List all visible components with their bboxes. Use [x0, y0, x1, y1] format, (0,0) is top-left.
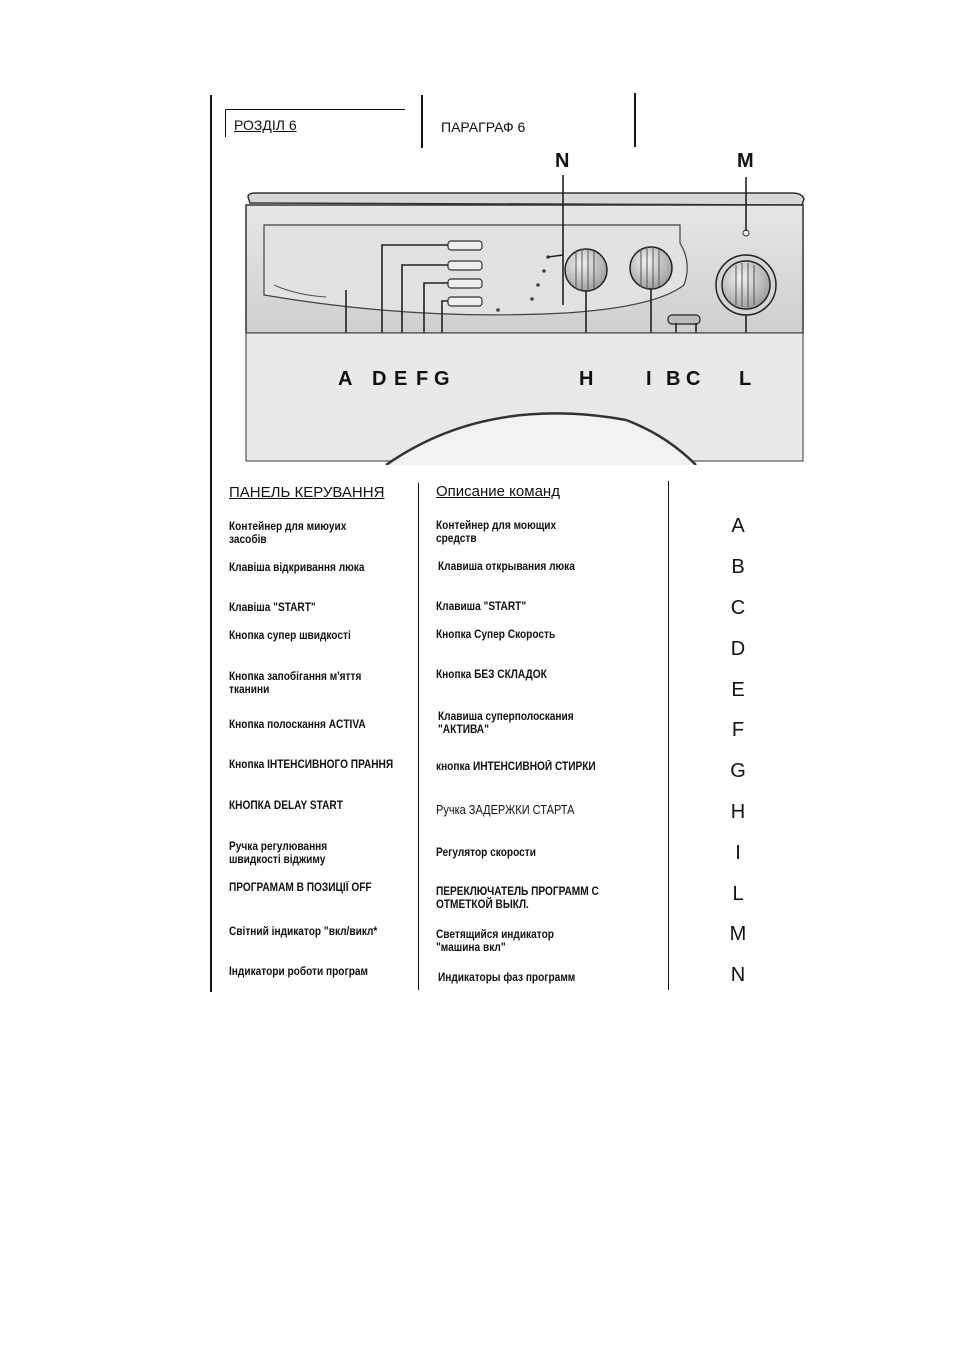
row-ru-label: Светящийся индикатор "машина вкл" — [436, 929, 554, 954]
diagram-label-b: B — [666, 368, 681, 390]
row-ru-label: Клавиша "START" — [436, 601, 527, 613]
control-panel-diagram — [236, 145, 810, 465]
row-ru-label: Индикаторы фаз программ — [438, 972, 576, 984]
row-uk-label: Клавіша відкривання люка — [229, 562, 365, 574]
row-uk-label: КНОПКА DELAY START — [229, 800, 343, 812]
row-ru-label: Кнопка БЕЗ СКЛАДОК — [436, 669, 547, 681]
section-box-left — [225, 109, 226, 137]
row-uk-label: Кнопка запобігання м'яття тканини — [229, 671, 362, 696]
diagram-label-a: A — [338, 368, 353, 390]
row-ru-label: Клавиша открывания люка — [438, 561, 575, 573]
row-letter: C — [730, 597, 746, 619]
row-ru-label: кнопка ИНТЕНСИВНОЙ СТИРКИ — [436, 761, 596, 773]
row-letter: N — [730, 964, 746, 986]
row-letter: G — [730, 760, 746, 782]
diagram-label-f: F — [416, 368, 429, 390]
row-letter: F — [731, 719, 745, 741]
button-d — [448, 241, 482, 250]
diagram-label-l: L — [739, 368, 752, 390]
diagram-label-c: C — [686, 368, 701, 390]
diagram-label-d: D — [372, 368, 387, 390]
knob-h — [565, 249, 607, 291]
door-button — [668, 315, 700, 324]
row-uk-label: Кнопка супер швидкості — [229, 630, 351, 642]
row-uk-label: Ручка регулювання швидкості віджиму — [229, 841, 328, 866]
row-ru-label: Кнопка Супер Скорость — [436, 629, 556, 641]
button-f — [448, 279, 482, 288]
row-ru-label: Ручка ЗАДЕРЖКИ СТАРТА — [436, 803, 575, 817]
header-divider-1 — [421, 95, 423, 148]
table-title-uk: ПАНЕЛЬ КЕРУВАННЯ — [229, 484, 385, 501]
row-uk-label: ПРОГРАМАМ В ПОЗИЦІЇ OFF — [229, 882, 372, 894]
diagram-label-e: E — [394, 368, 408, 390]
row-uk-label: Кнопка полоскання ACTIVA — [229, 719, 366, 731]
row-letter: I — [735, 842, 741, 864]
knob-i — [630, 247, 672, 289]
table-divider-2 — [668, 481, 669, 990]
row-uk-label: Клавіша "START" — [229, 602, 316, 614]
section-title-uk: РОЗДІЛ 6 — [234, 117, 297, 133]
row-letter: E — [731, 679, 745, 701]
row-letter: H — [730, 801, 746, 823]
button-e — [448, 261, 482, 270]
row-uk-label: Контейнер для миюуих засобів — [229, 521, 347, 546]
row-uk-label: Світний індикатор "вкл/викл* — [229, 926, 378, 938]
row-ru-label: ПЕРЕКЛЮЧАТЕЛЬ ПРОГРАММ С ОТМЕТКОЙ ВЫКЛ. — [436, 886, 599, 911]
section-title-ru: ПАРАГРАФ 6 — [441, 119, 526, 135]
row-uk-label: Кнопка ІНТЕНСИВНОГО ПРАННЯ — [229, 759, 394, 771]
top-cover — [248, 193, 804, 205]
diagram-label-i: I — [646, 368, 652, 390]
diagram-label-h: H — [579, 368, 594, 390]
table-title-ru: Описание команд — [436, 483, 560, 500]
row-letter: M — [729, 923, 747, 945]
row-ru-label: Клавиша суперполоскания "АКТИВА" — [438, 711, 574, 736]
left-border-line — [210, 95, 212, 992]
knob-l — [722, 261, 770, 309]
section-box-top — [225, 109, 405, 110]
row-letter: D — [730, 638, 746, 660]
header-divider-2 — [634, 93, 636, 147]
row-letter: L — [732, 883, 744, 905]
table-divider-1 — [418, 483, 419, 990]
row-ru-label: Контейнер для моющих средств — [436, 520, 557, 545]
row-letter: A — [731, 515, 745, 537]
diagram-label-g: G — [434, 368, 450, 390]
button-g — [448, 297, 482, 306]
row-uk-label: Індикатори роботи програм — [229, 966, 369, 978]
diagram-label-m: M — [737, 150, 754, 172]
row-ru-label: Регулятор скорости — [436, 847, 536, 859]
diagram-label-n: N — [555, 150, 570, 172]
row-letter: B — [731, 556, 745, 578]
